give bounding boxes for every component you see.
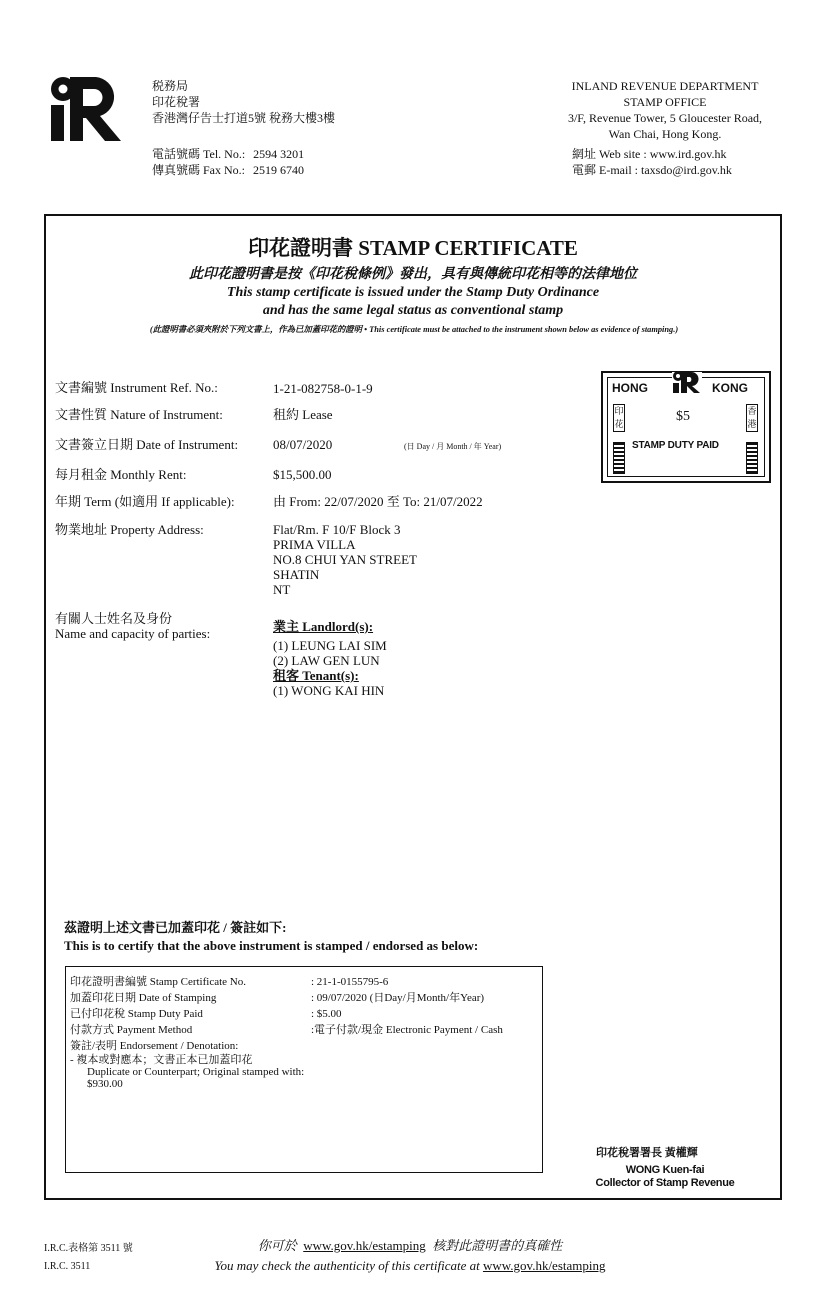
check-cn-pre: 你可於 xyxy=(257,1238,297,1253)
endorse-line: $930.00 xyxy=(87,1078,123,1090)
duty-paid-label: 已付印花稅 Stamp Duty Paid xyxy=(70,1008,203,1020)
stamp-tag-right: 香港 xyxy=(746,404,758,432)
signature-en xyxy=(580,1164,750,1190)
address-label: 物業地址 Property Address: xyxy=(55,522,204,537)
header-en-line: Wan Chai, Hong Kong. xyxy=(608,127,722,141)
endorse-text xyxy=(70,1054,304,1090)
check-en-pre: You may check the authenticity of this certificate at xyxy=(214,1258,480,1273)
fax-value: 2519 6740 xyxy=(253,163,305,177)
header-en-line: 3/F, Revenue Tower, 5 Gloucester Road, xyxy=(567,111,763,125)
certify-cn: 茲證明上述文書已加蓋印花 / 簽註如下: xyxy=(64,920,287,935)
form-number-en: I.R.C. 3511 xyxy=(44,1261,91,1272)
tel-value: 2594 3201 xyxy=(253,147,305,161)
website-text: 網址 Web site : www.ird.gov.hk xyxy=(572,147,727,161)
signature-cn: 印花稅署署長 黃權輝 xyxy=(596,1147,698,1159)
stamp-tag-left: 印花 xyxy=(613,404,625,432)
header-web xyxy=(572,146,732,178)
payment-label: 付款方式 Payment Method xyxy=(70,1024,193,1036)
stamp-ornament-right xyxy=(746,442,758,474)
form-number xyxy=(44,1240,133,1276)
parties-label xyxy=(55,611,210,641)
stamp-hong-text: HONG xyxy=(612,381,648,395)
parties-label-cn: 有關人士姓名及身份 xyxy=(55,611,173,626)
endorse-line: Duplicate or Counterpart; Original stamped with: xyxy=(87,1066,305,1078)
email-text: 電郵 E-mail : taxsdo@ird.gov.hk xyxy=(572,163,732,177)
payment-value: :電子付款/現金 Electronic Payment / Cash xyxy=(311,1024,503,1036)
header-cn-line: 税務局 xyxy=(152,79,189,93)
landlord-heading: 業主 Landlord(s): xyxy=(273,619,374,634)
certify-en: This is to certify that the above instrument is stamped / endorsed as below: xyxy=(64,938,479,953)
rent-value: $15,500.00 xyxy=(273,467,332,482)
header-contact xyxy=(152,146,304,178)
subtitle-cn: 此印花證明書是按《印花稅條例》發出，具有與傳統印花相等的法律地位 xyxy=(189,267,637,282)
duty-paid-value: : $5.00 xyxy=(311,1008,342,1020)
estamping-link-cn[interactable]: www.gov.hk/estamping xyxy=(303,1238,426,1253)
header-en-address xyxy=(540,78,790,142)
address-line: PRIMA VILLA xyxy=(273,537,356,552)
term-value: 由 From: 22/07/2020 至 To: 21/07/2022 xyxy=(273,494,483,509)
header-en-line: STAMP OFFICE xyxy=(623,95,707,109)
authenticity-note xyxy=(150,1236,670,1276)
check-cn-post: 核對此證明書的真確性 xyxy=(432,1238,563,1253)
page-title: 印花證明書 STAMP CERTIFICATE xyxy=(248,236,578,260)
stamp-kong-text: KONG xyxy=(712,381,748,395)
stamping-date-label: 加蓋印花日期 Date of Stamping xyxy=(70,992,217,1004)
header-cn-address xyxy=(152,78,335,126)
signature-title: Collector of Stamp Revenue xyxy=(595,1177,735,1189)
parties-value xyxy=(273,619,387,698)
endorse-label: 簽註/表明 Endorsement / Denotation: xyxy=(70,1040,239,1052)
tel-label: 電話號碼 Tel. No.: xyxy=(152,147,246,161)
stamping-date-value: : 09/07/2020 (日Day/月Month/年Year) xyxy=(311,992,485,1004)
form-number-cn: I.R.C.表格第 3511 號 xyxy=(44,1243,133,1254)
subtitle-en-2: and has the same legal status as conventional stamp xyxy=(262,303,564,318)
nature-label: 文書性質 Nature of Instrument: xyxy=(55,407,223,422)
attach-note: (此證明書必須夾附於下列文書上，作為已加蓋印花的證明 • This certificate must be attached to the instrument shown below as evidence of stamping.) xyxy=(149,325,679,334)
cert-no-value: : 21-1-0155795-6 xyxy=(311,976,389,988)
endorse-line: - 複本或對應本；文書正本已加蓋印花 xyxy=(70,1054,253,1066)
address-line: NT xyxy=(273,582,291,597)
tenant-heading: 租客 Tenant(s): xyxy=(273,668,359,683)
landlord-name: (2) LAW GEN LUN xyxy=(273,653,380,668)
certificate-subtitle xyxy=(44,266,782,320)
stamp-ornament-left xyxy=(613,442,625,474)
header-cn-line: 香港灣仔告士打道5號 稅務大樓3樓 xyxy=(152,111,336,125)
address-line: SHATIN xyxy=(273,567,320,582)
address-line: NO.8 CHUI YAN STREET xyxy=(273,552,417,567)
date-label: 文書簽立日期 Date of Instrument: xyxy=(55,437,239,452)
address-line: Flat/Rm. F 10/F Block 3 xyxy=(273,522,401,537)
ird-logo xyxy=(50,76,122,142)
header-cn-line: 印花稅署 xyxy=(152,95,201,109)
landlord-name: (1) LEUNG LAI SIM xyxy=(273,638,387,653)
estamping-link-en[interactable]: www.gov.hk/estamping xyxy=(482,1258,606,1273)
parties-label-en: Name and capacity of parties: xyxy=(55,626,211,641)
certify-heading xyxy=(64,919,478,955)
header-en-line: INLAND REVENUE DEPARTMENT xyxy=(571,79,759,93)
nature-value: 租約 Lease xyxy=(273,407,333,422)
stamp-ird-logo xyxy=(672,370,702,394)
subtitle-en-1: This stamp certificate is issued under the Stamp Duty Ordinance xyxy=(226,285,600,300)
ref-value: 1-21-082758-0-1-9 xyxy=(273,381,373,396)
term-label: 年期 Term (如適用 If applicable): xyxy=(55,494,235,509)
tenant-name: (1) WONG KAI HIN xyxy=(273,683,385,698)
rent-label: 每月租金 Monthly Rent: xyxy=(55,467,187,482)
fax-label: 傳真號碼 Fax No.: xyxy=(152,163,246,177)
date-format-note: (日 Day / 月 Month / 年 Year) xyxy=(404,442,502,451)
date-value: 08/07/2020 xyxy=(273,437,333,452)
stamp-value: $5 xyxy=(676,409,690,424)
cert-no-label: 印花證明書編號 Stamp Certificate No. xyxy=(70,976,246,988)
address-value xyxy=(273,522,417,597)
signature-name: WONG Kuen-fai xyxy=(625,1164,705,1176)
ref-label: 文書編號 Instrument Ref. No.: xyxy=(55,380,218,395)
stamp-paid-text: STAMP DUTY PAID xyxy=(632,440,719,451)
